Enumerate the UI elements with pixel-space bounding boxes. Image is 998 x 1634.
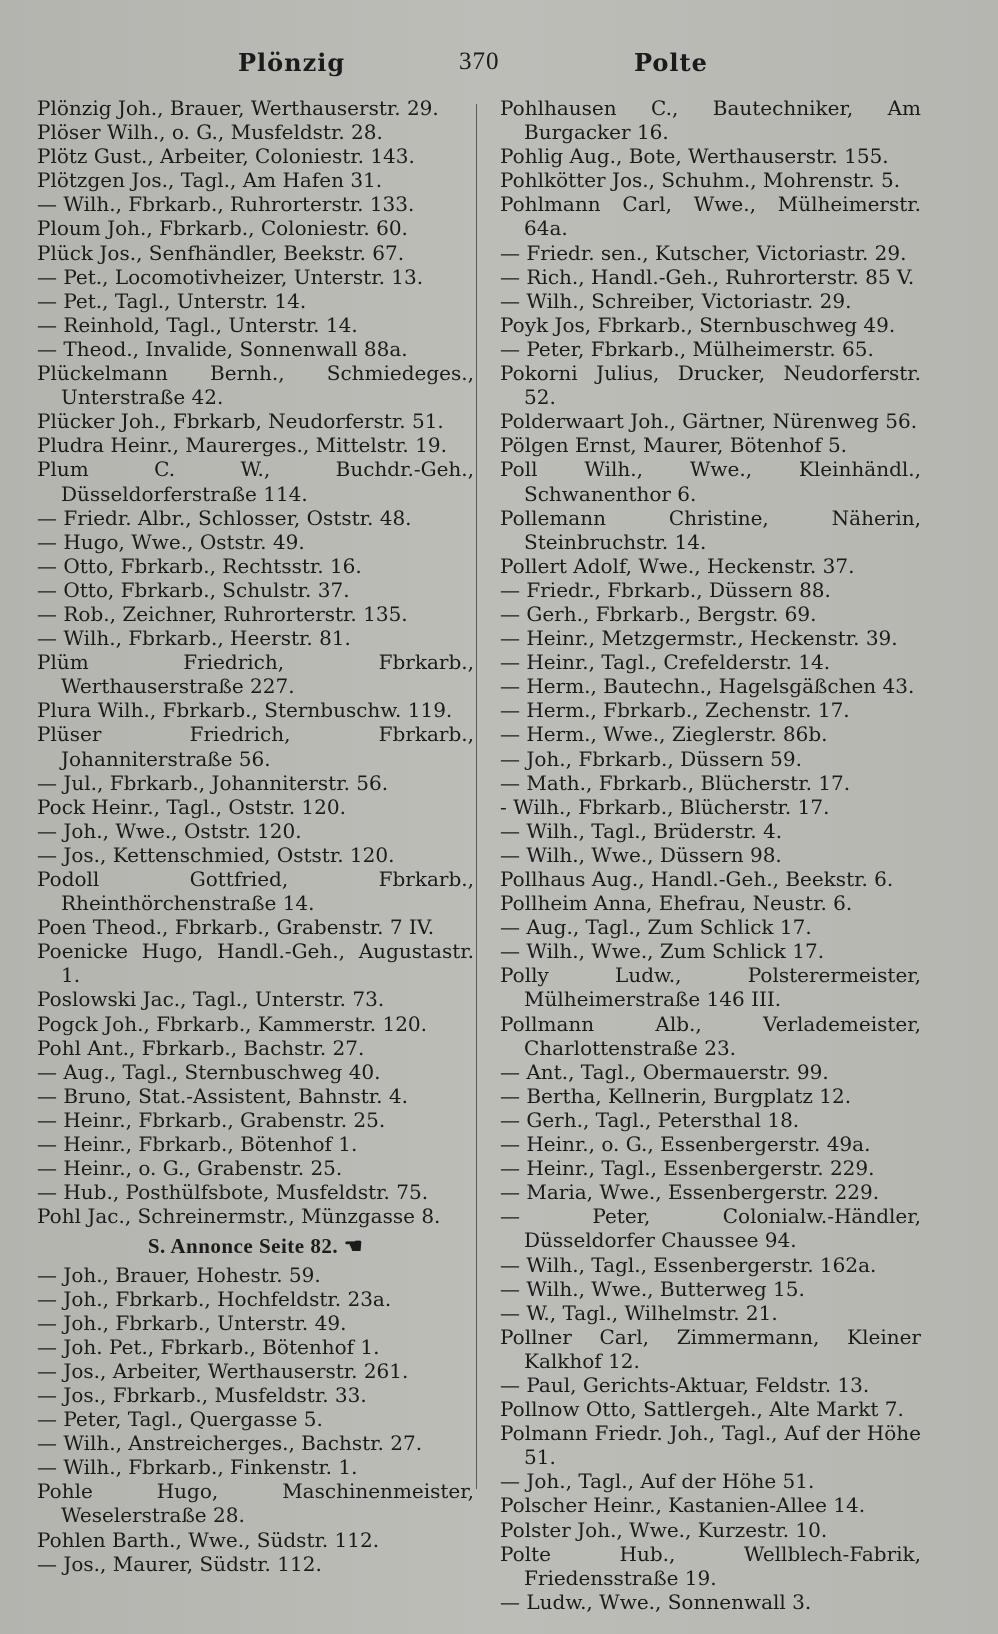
annonce-note <box>37 1228 474 1262</box>
directory-entry: Polster Joh., Wwe., Kurzestr. 10. <box>500 1517 828 1542</box>
directory-entry: Pokorni Julius, Drucker, Neudorferstr. 52. <box>500 361 921 410</box>
directory-entry: — Heinr., Fbrkarb., Bötenhof 1. <box>37 1132 358 1157</box>
directory-entry: Pohle Hugo, Maschinenmeister, Weselerstraße 28. <box>37 1479 474 1528</box>
directory-entry: Pollhaus Aug., Handl.-Geh., Beekstr. 6. <box>500 867 894 891</box>
directory-entry: — Herm., Bautechn., Hagelsgäßchen 43. <box>500 674 915 699</box>
directory-entry: Polly Ludw., Polsterermeister, Mülheimerstraße 146 III. <box>500 963 921 1012</box>
directory-entry: Pohlmann Carl, Wwe., Mülheimerstr. 64a. <box>500 192 921 241</box>
directory-entry: Pohlhausen C., Bautechniker, Am Burgacker 16. <box>500 96 921 145</box>
directory-entry: — Maria, Wwe., Essenbergerstr. 229. <box>500 1180 880 1205</box>
directory-entry: Plöser Wilh., o. G., Musfeldstr. 28. <box>37 120 383 145</box>
directory-entry: — Herm., Wwe., Zieglerstr. 86b. <box>500 722 828 747</box>
pointing-hand-icon: ☚ <box>343 1234 364 1259</box>
directory-entry: — Heinr., Tagl., Essenbergerstr. 229. <box>500 1156 875 1181</box>
directory-entry: — Paul, Gerichts-Aktuar, Feldstr. 13. <box>500 1372 870 1397</box>
directory-entry: — Jul., Fbrkarb., Johanniterstr. 56. <box>37 770 389 795</box>
directory-entry: — Wilh., Wwe., Butterweg 15. <box>500 1276 805 1301</box>
directory-entry: — Rob., Zeichner, Ruhrorterstr. 135. <box>37 601 408 626</box>
directory-entry: Pollemann Christine, Näherin, Steinbruchstr. 14. <box>500 505 921 554</box>
directory-entry: — Heinr., o. G., Essenbergerstr. 49a. <box>500 1132 871 1157</box>
directory-entry: — Reinhold, Tagl., Unterstr. 14. <box>37 312 358 337</box>
directory-entry: Poll Wilh., Wwe., Kleinhändl., Schwanenthor 6. <box>500 457 921 506</box>
directory-entry: Podoll Gottfried, Fbrkarb., Rheinthörchenstraße 14. <box>37 867 474 916</box>
directory-entry: — Joh., Fbrkarb., Düssern 59. <box>500 746 802 771</box>
directory-entry: — Aug., Tagl., Sternbuschweg 40. <box>37 1059 381 1084</box>
directory-entry: — Joh., Tagl., Auf der Höhe 51. <box>500 1469 815 1494</box>
directory-entry: Pollert Adolf, Wwe., Heckenstr. 37. <box>500 553 855 578</box>
directory-entry: Plönzig Joh., Brauer, Werthauserstr. 29. <box>37 96 439 120</box>
left-entries <box>37 96 474 1228</box>
directory-entry: — Pet., Locomotivheizer, Unterstr. 13. <box>37 264 424 289</box>
directory-entry: Plücker Joh., Fbrkarb, Neudorferstr. 51. <box>37 409 444 434</box>
directory-entry: — Heinr., Fbrkarb., Grabenstr. 25. <box>37 1107 386 1132</box>
directory-entry: Poen Theod., Fbrkarb., Grabenstr. 7 IV. <box>37 915 435 940</box>
directory-entry: Poyk Jos, Fbrkarb., Sternbuschweg 49. <box>500 312 896 337</box>
directory-entry: Pollner Carl, Zimmermann, Kleiner Kalkhof 12. <box>500 1324 921 1373</box>
directory-entry: — Ant., Tagl., Obermauerstr. 99. <box>500 1059 829 1084</box>
directory-entry: — Wilh., Wwe., Zum Schlick 17. <box>500 939 825 964</box>
directory-entry: — Wilh., Fbrkarb., Heerstr. 81. <box>37 626 351 651</box>
directory-entry: Plura Wilh., Fbrkarb., Sternbuschw. 119. <box>37 698 453 723</box>
directory-entry: — Joh., Fbrkarb., Hochfeldstr. 23a. <box>37 1286 392 1311</box>
directory-entry: Pohl Jac., Schreinermstr., Münzgasse 8. <box>37 1204 441 1229</box>
directory-entry: Polderwaart Joh., Gärtner, Nürenweg 56. <box>500 409 918 434</box>
directory-entry: Pogck Joh., Fbrkarb., Kammerstr. 120. <box>37 1011 427 1036</box>
directory-entry: — Jos., Kettenschmied, Oststr. 120. <box>37 842 395 867</box>
directory-entry: Pollnow Otto, Sattlergeh., Alte Markt 7. <box>500 1397 904 1422</box>
directory-entry: Pock Heinr., Tagl., Oststr. 120. <box>37 794 346 819</box>
directory-entry: — Wilh., Tagl., Brüderstr. 4. <box>500 818 783 843</box>
directory-entry: — Ludw., Wwe., Sonnenwall 3. <box>500 1589 812 1614</box>
directory-entry: — Joh. Pet., Fbrkarb., Bötenhof 1. <box>37 1334 380 1359</box>
directory-entry: — Wilh., Schreiber, Victoriastr. 29. <box>500 288 852 313</box>
directory-entry: — Wilh., Tagl., Essenbergerstr. 162a. <box>500 1252 877 1277</box>
directory-entry: — Otto, Fbrkarb., Schulstr. 37. <box>37 577 350 602</box>
directory-entry: — Wilh., Fbrkarb., Finkenstr. 1. <box>37 1455 358 1480</box>
directory-entry: — Bruno, Stat.-Assistent, Bahnstr. 4. <box>37 1083 408 1108</box>
directory-entry: Plüm Friedrich, Fbrkarb., Werthauserstraße 227. <box>37 650 474 699</box>
directory-entry: — Wilh., Wwe., Düssern 98. <box>500 842 782 867</box>
directory-entry: Poslowski Jac., Tagl., Unterstr. 73. <box>37 987 385 1012</box>
directory-entry: Pollheim Anna, Ehefrau, Neustr. 6. <box>500 891 853 916</box>
directory-entry: Pollmann Alb., Verlademeister, Charlottenstraße 23. <box>500 1011 921 1060</box>
directory-entry: Polmann Friedr. Joh., Tagl., Auf der Höhe 51. <box>500 1421 921 1470</box>
directory-entry: — Gerh., Tagl., Petersthal 18. <box>500 1107 800 1132</box>
directory-entry: — Peter, Colonialw.-Händler, Düsseldorfer Chaussee 94. <box>500 1204 921 1253</box>
directory-entry: — Peter, Fbrkarb., Mülheimerstr. 65. <box>500 336 874 361</box>
directory-entry: Plum C. W., Buchdr.-Geh., Düsseldorferstraße 114. <box>37 457 474 506</box>
directory-entry: — Gerh., Fbrkarb., Bergstr. 69. <box>500 601 817 626</box>
directory-entry: — Friedr., Fbrkarb., Düssern 88. <box>500 577 831 602</box>
directory-entry: Plück Jos., Senfhändler, Beekstr. 67. <box>37 240 405 265</box>
directory-entry: Polte Hub., Wellblech-Fabrik, Friedensstraße 19. <box>500 1541 921 1590</box>
directory-entry: Poenicke Hugo, Handl.-Geh., Augustastr. 1. <box>37 939 474 988</box>
directory-entry: — Hub., Posthülfsbote, Musfeldstr. 75. <box>37 1180 429 1205</box>
directory-entry: — Rich., Handl.-Geh., Ruhrorterstr. 85 V. <box>500 264 915 289</box>
directory-entry: — Wilh., Anstreicherges., Bachstr. 27. <box>37 1431 423 1456</box>
directory-entry: — Joh., Brauer, Hohestr. 59. <box>37 1262 321 1287</box>
annonce-text: S. Annonce Seite 82. <box>147 1234 339 1259</box>
directory-entry: — Pet., Tagl., Unterstr. 14. <box>37 288 307 313</box>
directory-entry: — Math., Fbrkarb., Blücherstr. 17. <box>500 770 851 795</box>
directory-entry: — Friedr. Albr., Schlosser, Oststr. 48. <box>37 505 412 530</box>
directory-entry: — Bertha, Kellnerin, Burgplatz 12. <box>500 1083 852 1108</box>
directory-entry: Plötzgen Jos., Tagl., Am Hafen 31. <box>37 168 383 193</box>
running-header-left: Plönzig <box>238 48 346 77</box>
page-number: 370 <box>459 48 500 75</box>
directory-entry: Pohlkötter Jos., Schuhm., Mohrenstr. 5. <box>500 168 901 193</box>
directory-entry: Pohlig Aug., Bote, Werthauserstr. 155. <box>500 144 889 169</box>
directory-entry: Plötz Gust., Arbeiter, Coloniestr. 143. <box>37 144 415 169</box>
directory-entry: Pohlen Barth., Wwe., Südstr. 112. <box>37 1527 380 1552</box>
directory-entry: — Otto, Fbrkarb., Rechtsstr. 16. <box>37 553 362 578</box>
directory-entry: — Friedr. sen., Kutscher, Victoriastr. 29. <box>500 240 907 265</box>
directory-entry: — Theod., Invalide, Sonnenwall 88a. <box>37 336 408 361</box>
directory-entry: — Wilh., Fbrkarb., Ruhrorterstr. 133. <box>37 192 415 217</box>
right-column <box>500 96 921 1614</box>
directory-entry: — Heinr., Metzgermstr., Heckenstr. 39. <box>500 626 898 651</box>
directory-entry: — Hugo, Wwe., Oststr. 49. <box>37 529 305 554</box>
directory-entry: Plüser Friedrich, Fbrkarb., Johanniterstraße 56. <box>37 722 474 771</box>
directory-entry: — Jos., Arbeiter, Werthauserstr. 261. <box>37 1358 409 1383</box>
directory-entry: — Jos., Fbrkarb., Musfeldstr. 33. <box>37 1382 367 1407</box>
directory-entry: — Heinr., o. G., Grabenstr. 25. <box>37 1156 343 1181</box>
running-header-right: Polte <box>634 48 708 77</box>
directory-entry: — Herm., Fbrkarb., Zechenstr. 17. <box>500 698 850 723</box>
directory-entry: — Heinr., Tagl., Crefelderstr. 14. <box>500 650 831 675</box>
directory-entry: — Joh., Wwe., Oststr. 120. <box>37 818 302 843</box>
directory-entry: — Peter, Tagl., Quergasse 5. <box>37 1407 323 1432</box>
column-divider <box>476 104 477 1489</box>
directory-entry: — Jos., Maurer, Südstr. 112. <box>37 1551 322 1576</box>
right-entries <box>500 96 921 1614</box>
directory-entry: Pohl Ant., Fbrkarb., Bachstr. 27. <box>37 1035 365 1060</box>
directory-entry: Pölgen Ernst, Maurer, Bötenhof 5. <box>500 433 848 458</box>
directory-entry: Pludra Heinr., Maurerges., Mittelstr. 19. <box>37 433 447 458</box>
directory-entry: — Aug., Tagl., Zum Schlick 17. <box>500 915 812 940</box>
directory-entry: — W., Tagl., Wilhelmstr. 21. <box>500 1300 778 1325</box>
directory-entry: - Wilh., Fbrkarb., Blücherstr. 17. <box>500 794 830 819</box>
directory-entry: Polscher Heinr., Kastanien-Allee 14. <box>500 1493 866 1518</box>
directory-entry: — Joh., Fbrkarb., Unterstr. 49. <box>37 1310 347 1335</box>
left-column <box>37 96 474 1576</box>
left-entries-after <box>37 1263 474 1576</box>
directory-entry: Plückelmann Bernh., Schmiedeges., Unterstraße 42. <box>37 361 474 410</box>
directory-entry: Ploum Joh., Fbrkarb., Coloniestr. 60. <box>37 216 408 241</box>
